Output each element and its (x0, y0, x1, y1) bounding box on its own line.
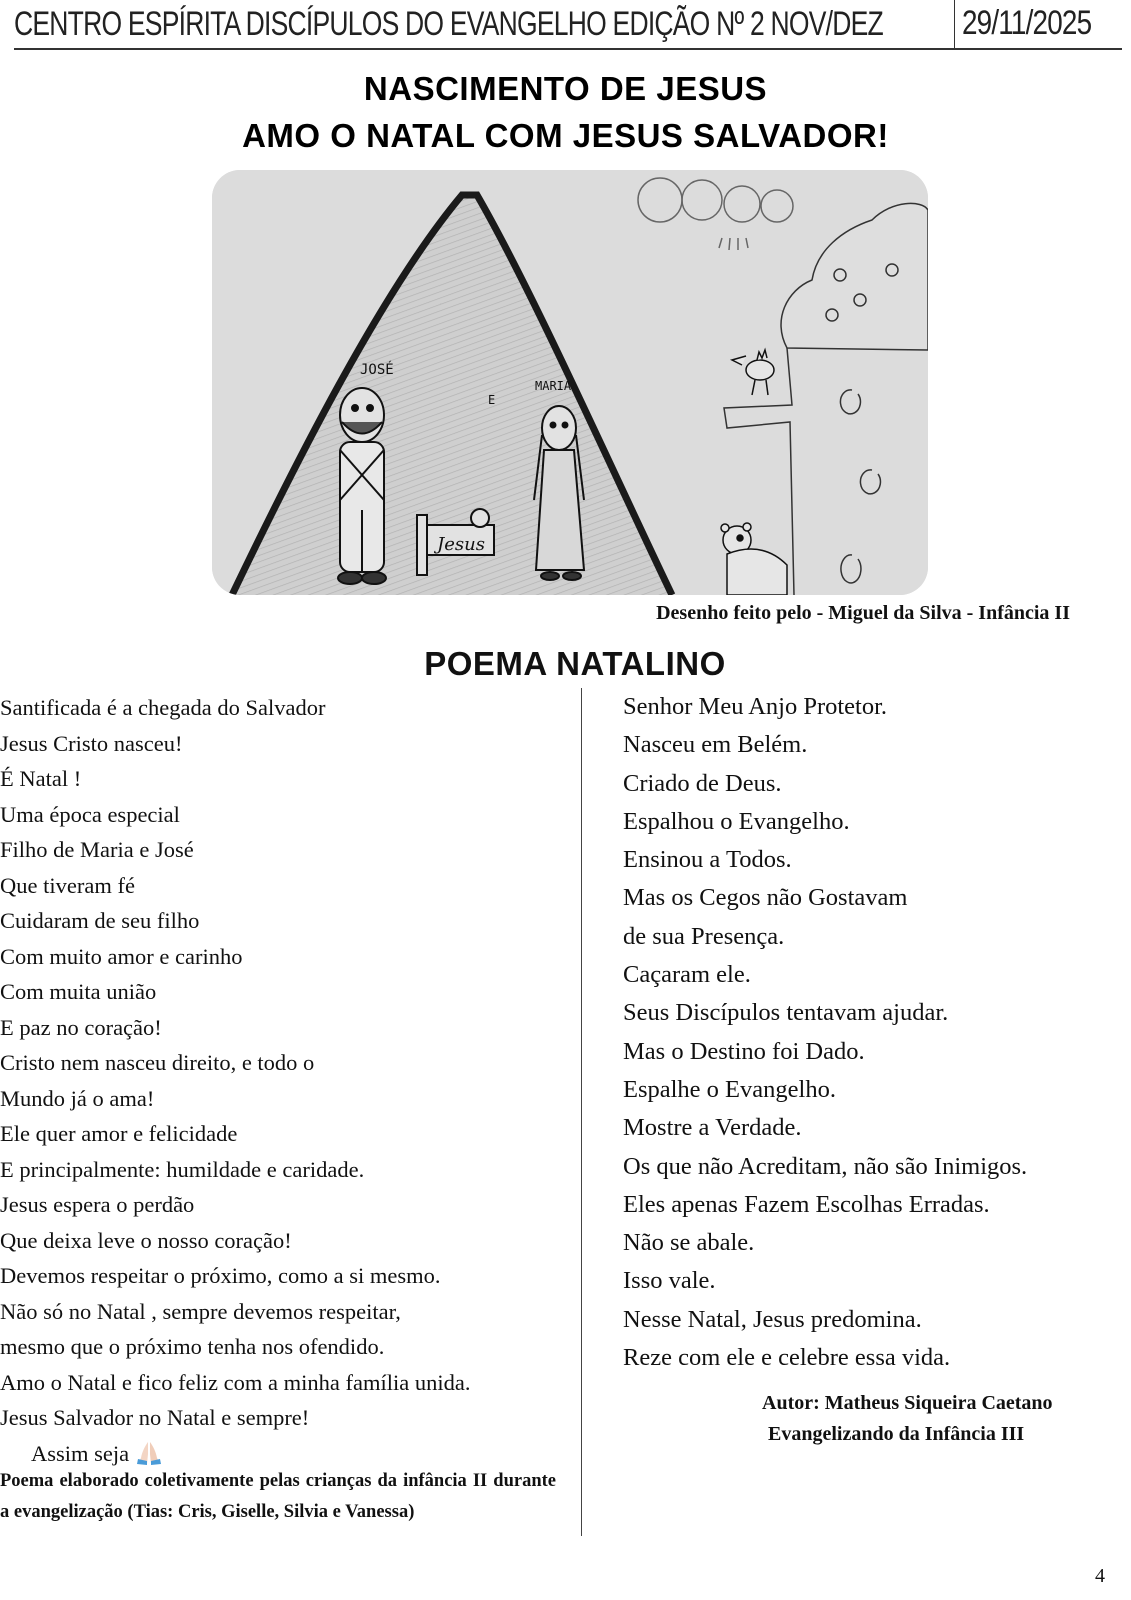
masthead-title: CENTRO ESPÍRITA DISCÍPULOS DO EVANGELHO EDIÇÃO Nº 2 NOV/DEZ (14, 4, 883, 43)
poem-line: É Natal ! (0, 766, 82, 791)
poem-line: Com muita união (0, 979, 157, 1004)
poem-line: Não se abale. (623, 1229, 755, 1257)
poem-line: Santificada é a chegada do Salvador (0, 695, 326, 720)
poem-line: Criado de Deus. (623, 769, 782, 797)
article-subheadline: AMO O NATAL COM JESUS SALVADOR! (242, 117, 889, 154)
poem-line: Que deixa leve o nosso coração! (0, 1227, 292, 1253)
poem-line: Seus Discípulos tentavam ajudar. (623, 999, 949, 1027)
svg-text:JOSÉ: JOSÉ (360, 362, 394, 378)
drawing-credit: Desenho feito pelo - Miguel da Silva - Infância II (656, 602, 1070, 624)
poem-line: Reze com ele e celebre essa vida. (623, 1344, 951, 1372)
poem-line: Espalhe o Evangelho. (623, 1075, 836, 1103)
poem-author: Autor: Matheus Siqueira Caetano (762, 1392, 1053, 1414)
poem-line: Cristo nem nasceu direito, e todo o (0, 1050, 315, 1075)
page-number: 4 (1095, 1565, 1105, 1587)
poem-line: E paz no coração! (0, 1014, 162, 1040)
poem-line: Jesus Cristo nasceu! (0, 730, 183, 756)
article-headline: NASCIMENTO DE JESUS (363, 70, 768, 107)
poem-line: Mas o Destino foi Dado. (623, 1037, 865, 1065)
column-divider (581, 688, 582, 1536)
poem-line: Espalhou o Evangelho. (623, 807, 850, 835)
svg-text:Jesus: Jesus (437, 534, 485, 555)
poem-line: Mas os Cegos não Gostavam (623, 884, 908, 912)
poem-line: Nesse Natal, Jesus predomina. (623, 1305, 922, 1333)
poem-line: Mostre a Verdade. (623, 1114, 802, 1142)
nativity-drawing (212, 170, 928, 595)
masthead (14, 0, 1122, 50)
poem-line: Filho de Maria e José (0, 837, 194, 862)
poem-line: Os que não Acreditam, não são Inimigos. (623, 1152, 1028, 1180)
poem-line: mesmo que o próximo tenha nos ofendido. (0, 1334, 385, 1359)
svg-text:E: E (488, 393, 496, 407)
poem-line: Nasceu em Belém. (623, 731, 808, 759)
poem-line: Amo o Natal e fico feliz com a minha família unida. (0, 1369, 471, 1395)
poem-footnote: Poema elaborado coletivamente pelas crianças da infância II durante a evangelização (Tias: Cris, Giselle, Silvia e Vanessa) (0, 1471, 556, 1522)
poem-line: E principalmente: humildade e caridade. (0, 1156, 365, 1182)
poem-line: Ensinou a Todos. (623, 846, 792, 874)
issue-date: 29/11/2025 (962, 4, 1092, 42)
poem-line: Ele quer amor e felicidade (0, 1121, 238, 1146)
poem-line: Que tiveram fé (0, 872, 135, 898)
praying-hands-icon (135, 1440, 163, 1466)
left-poem (0, 690, 560, 1471)
poem-line: Senhor Meu Anjo Protetor. (623, 693, 888, 720)
poem-closing-text: Assim seja (31, 1440, 130, 1466)
poem-line: de sua Presença. (623, 922, 785, 950)
poem-line: Devemos respeitar o próximo, como a si mesmo. (0, 1263, 441, 1288)
nativity-drawing-illustration (212, 170, 928, 595)
poem-line: Jesus Salvador no Natal e sempre! (0, 1405, 310, 1430)
poem-line: Cuidaram de seu filho (0, 908, 200, 933)
poem-section-title: POEMA NATALINO (424, 645, 726, 682)
masthead-divider (954, 0, 955, 50)
poem-author-group: Evangelizando da Infância III (768, 1423, 1025, 1445)
poem-line: Não só no Natal , sempre devemos respeitar, (0, 1298, 401, 1324)
poem-line: Uma época especial (0, 801, 180, 827)
poem-line: Mundo já o ama! (0, 1085, 155, 1111)
poem-line: Com muito amor e carinho (0, 943, 243, 969)
poem-line: Eles apenas Fazem Escolhas Erradas. (623, 1190, 990, 1218)
poem-line: Jesus espera o perdão (0, 1192, 195, 1217)
right-poem (623, 688, 1123, 1377)
poem-line: Caçaram ele. (623, 961, 751, 989)
svg-text:MARIA: MARIA (535, 379, 572, 393)
poem-author-block (700, 1388, 1090, 1450)
poem-line: Isso vale. (623, 1267, 716, 1295)
